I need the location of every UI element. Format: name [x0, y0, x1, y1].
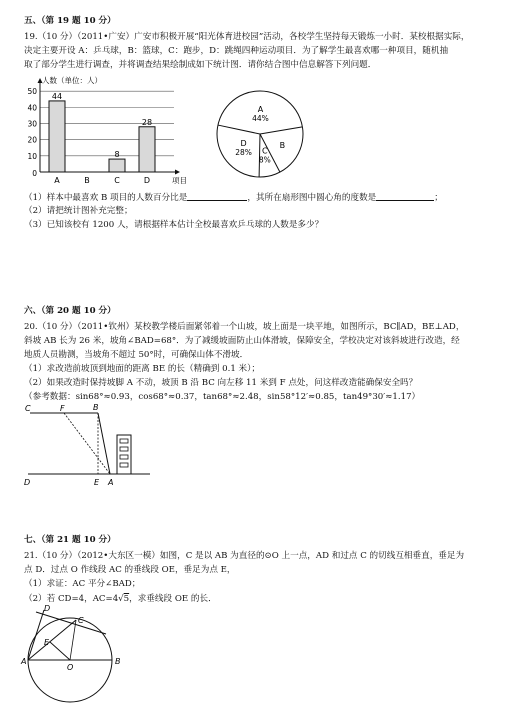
q20-sub2: （2）如果改造时保持坡脚 A 不动，坡顶 B 沿 BC 向左移 11 米到 F 点处，问这样改造能确保安全吗？ [24, 378, 418, 388]
pie-label-B: B [279, 141, 286, 151]
pie-chart [214, 88, 306, 180]
tangent-line [36, 612, 106, 634]
q19-line1: 19.（10 分）（2011•广安）广安市积极开展“阳光体育进校园”活动，各校学生坚持每天锻炼一小时．某校根据实际， [24, 32, 470, 42]
label-d: D [24, 478, 31, 487]
q21-sub2-part2: ，求垂线段 OE 的长． [129, 594, 217, 604]
y-axis-title: 人数（单位：人） [42, 76, 102, 85]
pie-label-D: D [240, 139, 247, 149]
q19-sub2: （2）请把统计图补充完整； [24, 206, 133, 216]
section-5-title: 五、（第 19 题 10 分） [24, 16, 116, 26]
line-ad [28, 610, 44, 660]
pie-label-A: A [257, 105, 264, 115]
pie-percent-D: 28% [235, 148, 252, 158]
q19-sub3: （3）已知该校有 1200 人，请根据样本估计全校最喜欢乒乓球的人数是多少？ [24, 220, 324, 230]
label-c: C [25, 404, 31, 413]
pie-label-C: C [261, 146, 268, 156]
label-c: C [78, 616, 84, 625]
bar-A [49, 101, 65, 172]
label-b: B [115, 657, 121, 666]
label-a: A [21, 657, 27, 666]
label-a: A [108, 478, 114, 487]
y-tick-label: 10 [27, 151, 37, 161]
answer-blank-percent[interactable] [187, 191, 247, 201]
answer-blank-angle[interactable] [376, 191, 434, 201]
q20-line1: 20.（10 分）（2011•钦州）某校教学楼后面紧邻着一个山坡，坡上面是一块平地，如图所示，BC∥AD，BE⊥AD， [24, 322, 465, 332]
q21-sub1: （1）求证：AC 平分∠BAD； [24, 579, 141, 589]
category-label-C: C [114, 176, 120, 185]
data-label-A: 44 [51, 91, 63, 101]
segment-oe [50, 642, 70, 660]
q19-sub1-part1: （1）样本中最喜欢 B 项目的人数百分比是 [24, 193, 188, 203]
building [117, 435, 131, 474]
bar-chart [22, 76, 202, 188]
sqrt-symbol: √5 [118, 594, 130, 604]
label-o: O [67, 663, 74, 672]
q20-reference-data: （参考数据：sin68°≈0.93，cos68°≈0.37，tan68°≈2.48，sin58°12′≈0.85，tan49°30′≈1.17） [24, 392, 421, 402]
slope-ab [98, 413, 110, 474]
category-label-D: D [143, 176, 151, 185]
sqrt-radicand: 5 [123, 594, 130, 604]
section-6-title: 六、（第 20 题 10 分） [24, 306, 116, 316]
origin-label: 0 [32, 169, 37, 178]
q19-sub1-part3: ； [434, 193, 443, 203]
q20-line2: 斜坡 AB 长为 26 米，坡角∠BAD=68°．为了减缓坡面防止山体滑坡，保障安全，学校决定对该斜坡进行改造，经 [24, 336, 460, 346]
bar-D [139, 127, 155, 172]
pie-percent-A: 44% [252, 114, 269, 124]
label-f: F [60, 404, 65, 413]
chord-ac [28, 620, 76, 660]
q19-sub1 [24, 191, 443, 204]
q21-line1: 21.（10 分）（2012•大东区一模）如图，C 是以 AB 为直径的⊙O 上一点，AD 和过点 C 的切线互相垂直，垂足为 [24, 551, 465, 561]
q19-line3: 取了部分学生进行调查，并将调查结果绘制成如下统计图．请你结合图中信息解答下列问题． [24, 60, 377, 70]
category-label-B: B [84, 176, 90, 185]
q20-line3: 地质人员勘测，当坡角不超过 50°时，可确保山体不滑坡． [24, 350, 249, 360]
category-label-A: A [54, 176, 60, 185]
q19-sub1-part2: ，其所在扇形图中圆心角的度数是 [247, 193, 377, 203]
data-label-D: 28 [141, 117, 153, 127]
x-axis-title: 项目 [172, 176, 187, 185]
data-label-C: 8 [114, 150, 120, 160]
label-d: D [44, 604, 51, 613]
label-e: E [44, 638, 50, 647]
bar-C [109, 159, 125, 172]
label-e: E [94, 478, 100, 487]
q19-line2: 决定主要开设 A：乒乓球，B：篮球，C：跑步，D：跳绳四种运动项目．为了解学生最喜欢哪一种项目，随机抽 [24, 46, 449, 56]
slope-figure [20, 402, 160, 492]
label-b: B [93, 403, 99, 412]
y-tick-label: 40 [27, 103, 37, 113]
section-7-title: 七、（第 21 题 10 分） [24, 535, 116, 545]
q21-sub2-part1: （2）若 CD=4，AC=4 [24, 594, 119, 604]
y-tick-label: 20 [27, 135, 37, 145]
slope-af [64, 413, 110, 474]
q20-sub1: （1）求改造前坡顶到地面的距离 BE 的长（精确到 0.1 米）； [24, 364, 261, 374]
segment-oc [70, 620, 76, 660]
pie-percent-C: 8% [258, 155, 271, 165]
circle-figure [20, 602, 130, 706]
y-tick-label: 30 [27, 119, 37, 129]
y-tick-label: 50 [27, 87, 37, 97]
q21-line2: 点 D．过点 O 作线段 AC 的垂线段 OE，垂足为点 E， [24, 565, 236, 575]
x-axis-arrow [175, 170, 180, 175]
